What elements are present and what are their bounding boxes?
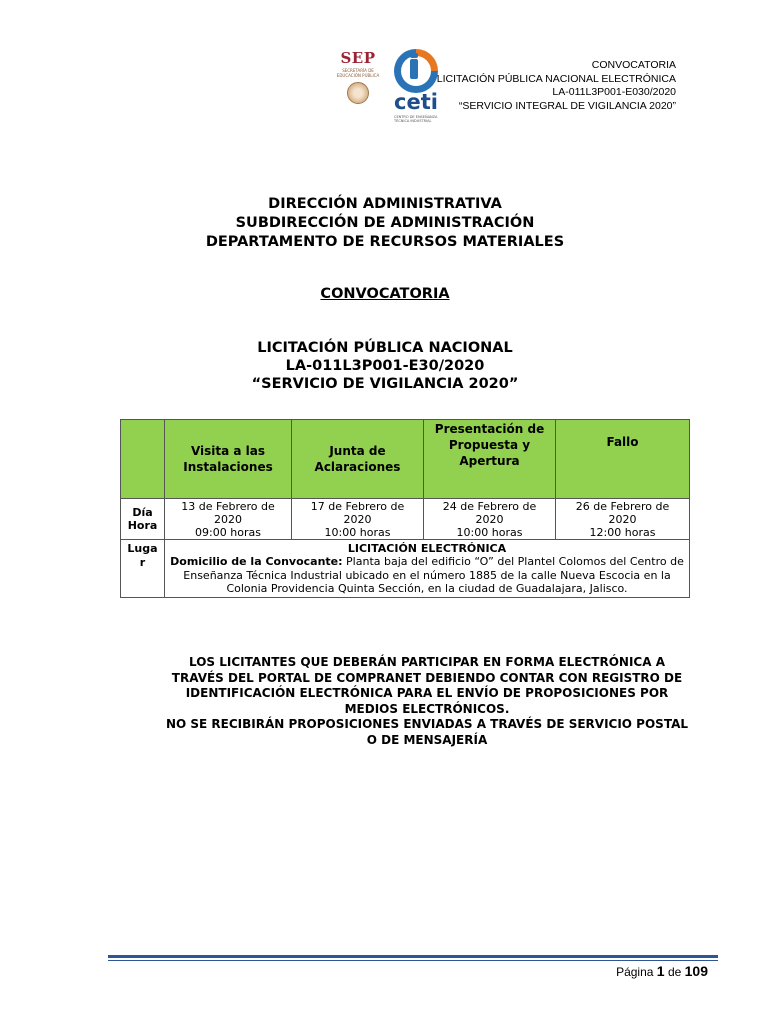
table-row: [121, 540, 690, 598]
table-header-row: [121, 420, 690, 499]
header-line: LA-011L3P001-E030/2020: [552, 86, 676, 98]
lugar-bold-label: Domicilio de la Convocante:: [170, 555, 343, 568]
header-visita: Visita a las Instalaciones: [165, 420, 292, 499]
convocatoria-heading: CONVOCATORIA: [320, 286, 450, 302]
header-presentacion: Presentación de Propuesta y Apertura: [424, 420, 556, 499]
schedule-table: [120, 419, 690, 598]
lugar-heading: LICITACIÓN ELECTRÓNICA: [347, 541, 507, 555]
date-cell: 26 de Febrero de 2020 12:00 horas: [556, 499, 690, 540]
lugar-address: [168, 555, 686, 596]
notice-line: MEDIOS ELECTRÓNICOS.: [344, 701, 510, 716]
page-number: Página 1 de 109: [616, 963, 708, 979]
header-fallo: Fallo: [556, 420, 690, 499]
sep-logo-text: SEP: [340, 49, 376, 67]
licitacion-line: “SERVICIO DE VIGILANCIA 2020”: [251, 376, 519, 392]
department-title: [0, 195, 770, 252]
header-junta: Junta de Aclaraciones: [292, 420, 424, 499]
date-cell: 13 de Febrero de 2020 09:00 horas: [165, 499, 292, 540]
footer-rule: [108, 955, 718, 958]
lugar-cell: [165, 540, 690, 598]
date-cell: 17 de Febrero de 2020 10:00 horas: [292, 499, 424, 540]
ceti-logo-text: ceti: [394, 90, 438, 114]
licitacion-line: LA-011L3P001-E30/2020: [285, 358, 485, 374]
row-label-lugar: Luga r: [121, 540, 165, 598]
title-line: DEPARTAMENTO DE RECURSOS MATERIALES: [205, 234, 565, 250]
date-cell: 24 de Febrero de 2020 10:00 horas: [424, 499, 556, 540]
licitacion-line: LICITACIÓN PÚBLICA NACIONAL: [257, 340, 513, 356]
table-row: [121, 499, 690, 540]
national-seal-icon: [347, 82, 369, 104]
ceti-logo-subtitle: CENTRO DE ENSEÑANZA TÉCNICA INDUSTRIAL: [394, 115, 438, 123]
sep-logo-subtitle: SECRETARÍA DE EDUCACIÓN PÚBLICA: [336, 68, 380, 78]
table-corner-cell: [121, 420, 165, 499]
participation-notice: [140, 655, 714, 748]
notice-line: NO SE RECIBIRÁN PROPOSICIONES ENVIADAS A TRAVÉS DE SERVICIO POSTAL: [165, 717, 689, 731]
header-line: “SERVICIO INTEGRAL DE VIGILANCIA 2020”: [458, 99, 676, 112]
title-line: DIRECCIÓN ADMINISTRATIVA: [268, 196, 502, 212]
header-line: LICITACIÓN PÚBLICA NACIONAL ELECTRÓNICA: [436, 72, 676, 85]
header-line: CONVOCATORIA: [591, 59, 676, 71]
lugar-text: Planta baja del edificio “O” del Plantel Colomos del Centro de Enseñanza Técnica Industrial ubicado en el número 1885 de la calle Nueva Escocia en la Colonia Providencia Quinta Sección, en la ciudad de Guadalajara, Jalisco.: [183, 555, 684, 595]
document-header: [437, 59, 676, 113]
notice-line: O DE MENSAJERÍA: [366, 732, 488, 747]
footer-rule: [108, 960, 718, 961]
notice-line: LOS LICITANTES QUE DEBERÁN PARTICIPAR EN FORMA ELECTRÓNICA A: [189, 655, 665, 669]
notice-line: IDENTIFICACIÓN ELECTRÓNICA PARA EL ENVÍO DE PROPOSICIONES POR: [185, 686, 669, 700]
title-line: SUBDIRECCIÓN DE ADMINISTRACIÓN: [235, 215, 535, 231]
sep-logo: [334, 50, 382, 120]
notice-line: TRAVÉS DEL PORTAL DE COMPRANET DEBIENDO CONTAR CON REGISTRO DE: [171, 670, 683, 685]
row-label-dia-hora: Día Hora: [121, 499, 165, 540]
licitacion-title: [0, 339, 770, 393]
